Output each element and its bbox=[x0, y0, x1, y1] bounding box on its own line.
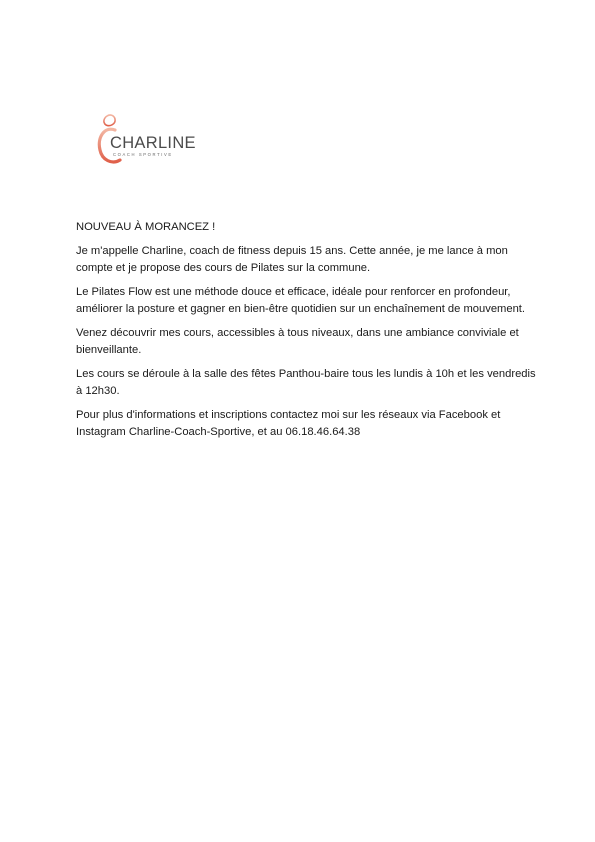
paragraph-schedule: Les cours se déroule à la salle des fêtes Panthou-baire tous les lundis à 10h et les vendredis à 12h30. bbox=[76, 368, 536, 397]
logo-name: CHARLINE bbox=[110, 134, 196, 152]
paragraph-invitation: Venez découvrir mes cours, accessibles à tous niveaux, dans une ambiance conviviale et bienveillante. bbox=[76, 327, 519, 356]
document-heading: NOUVEAU À MORANCEZ ! bbox=[76, 221, 216, 233]
paragraph-contact: Pour plus d'informations et inscriptions contactez moi sur les réseaux via Facebook et Instagram Charline-Coach-Sportive, et au 06.18.46.64.38 bbox=[76, 409, 501, 438]
paragraph-pilates-flow: Le Pilates Flow est une méthode douce et efficace, idéale pour renforcer en profondeur, améliorer la posture et gagner en bien-être quotidien sur un enchaînement de mouvement. bbox=[76, 286, 526, 315]
paragraph-intro: Je m'appelle Charline, coach de fitness depuis 15 ans. Cette année, je me lance à mon compte et je propose des cours de Pilates sur la commune. bbox=[76, 245, 508, 274]
logo-subtitle: COACH SPORTIVE bbox=[113, 152, 173, 157]
document-body bbox=[76, 219, 536, 448]
charline-logo bbox=[96, 108, 206, 168]
